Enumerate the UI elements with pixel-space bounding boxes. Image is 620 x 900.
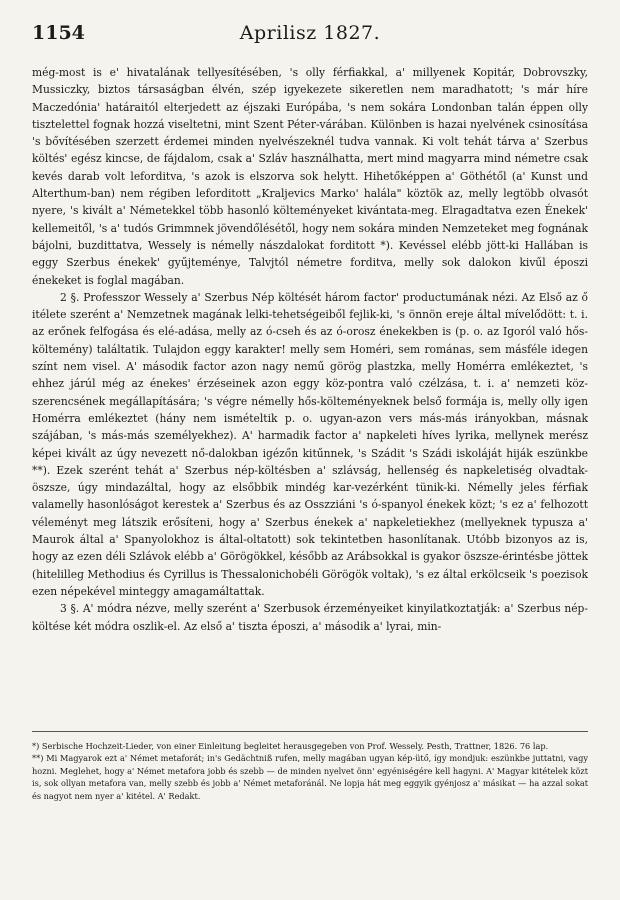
page-header — [32, 16, 588, 50]
footnote-1: *) Serbische Hochzeit-Lieder, von einer Einleitung begleitet herausgegeben von Prof. Wessely. Pesth, Trattner, 1826. 76 lap. — [32, 741, 549, 751]
paragraph-2: 2 §. Professzor Wessely a' Szerbus Nép költését három factor' productumának nézi. Az Első az ő itélete szerént a' Nemzetnek magának lelki-tehetségeiből fejlik-ki, 's önnön ereje által mívelődött: t. i. az erőnek felfogása és elé-adása, melly az ó-cseh és az ó-orosz énekekben is (p. o. az Igoról való hős-költemény) találtatik. Tulajdon eggy karakter! melly sem Homéri, sem románas, sem másféle idegen színt nem visel. A' második factor azon nagy nemű görög plastzka, melly Homérra emlékeztet, 's ehhez járúl még az énekes' érzéseinek azon eggy köz-pontra való czélzása, t. i. a' nemzeti köz-szerencsének megállapítására; 's végre némelly hős-költeményeknek belső formája is, melly olly igen Homérra emlékeztet (hány nem ismételtik p. o. ugyan-azon vers más-más irányokban, másnak szájában, 's más-más személyekhez). A' harmadik factor a' napkeleti híves lyrika, mellynek merész képei kivált az úgy nevezett nő-dalokban igézőn kitűnnek, 's Szádit 's Szádi iskoláját hiják eszünkbe **). Ezek szerént tehát a' Szerbus nép-költésben a' szlávság, hellenség és napkeletiség olvadtak-öszsze, úgy mindazáltal, hogy az elsőbbik mindég kar-vezérként tünik-ki. Némelly jeles férfiak valamelly hasonlóságot kerestek a' Szerbus és az Osszziáni 's ó-spanyol énekek közt; 's ez a' felhozott véleményt meg látszik erősíteni, hogy a' Szerbus énekek a' napkeletiekhez (mellyeknek typusza a' Maurok által a' Spanyolokhoz is által-oltatott) sok tekintetben hasonlítanak. Utóbb bizonyos az is, hogy az ezen déli Szlávok elébb a' Görögökkel, később az Arábsokkal is gyakor öszsze-érintésbe jöttek (hitelilleg Methodius és Cyrillus is Thessalonichobéli Görögök voltak), 's ez által erkölcseik 's poezisok ezen népekével minteggy amagamáltattak. — [32, 290, 588, 598]
footnote-2: **) Mi Magyarok ezt a' Német metaforát; in's Gedächtniß rufen, melly magában ugyan kép-ütő, így mondjuk: eszünkbe juttatni, vagy hozni. Meglehet, hogy a' Német metafora jobb és szebb — de minden nyelvet önn' egyéniségére kell hagyni. A' Magyar kitételek közt is, sok ollyan metafora van, melly szebb és jobb a' Német metaforánál. Ne lopja hát meg eggyik gyénjosz a' másikat — ha azzal sokat és nagyot nem nyer a' kitétel. A' Redakt. — [32, 753, 588, 801]
footnotes — [32, 740, 588, 802]
page-title: Aprilisz 1827. — [239, 22, 381, 44]
paragraph-1: még-most is e' hivatalának tellyesítésében, 's olly férfiakkal, a' millyenek Kopitár, Dobrovszky, Mussiczky, biztos társaságban élvén, szép igyekezete sikeretlen nem maradhatott; 's már híre Maczedónia' határaitól elterjedett az éjszaki Európába, 's nem sokára Londonban talán éppen olly tisztelettel fognak hozzá viseltetni, mint Szent Péter-várában. Különben is hazai nyelvének csinosítása 's bővítésében szerzett érdemei minden nyelvészeknél tudva vannak. Ki volt tehát tárva a' Szerbus költés' egész kincse, de fájdalom, csak a' Szláv használhatta, mert mind magyarra mind németre csak kevés darab volt leforditva, 's azok is elszorva sok helytt. Hihetőképpen a' Göthétől (a' Kunst und Alterthum-ban) nem régiben leforditott „Kraljevics Marko' halála" köztök az, melly legtöbb olvasót nyere, 's kivált a' Németekkel több hasonló költeményeket kivántata-meg. Elragadtatva ezen Énekek' kellemeitől, 's a' tudós Grimmnek jövendőlésétől, hogy nem sokára minden Nemzeteket meg fognának bájolni, buzdittatva, Wessely is némelly nászdalokat forditott *). Kevéssel elébb jött-ki Hallában is eggy Szerbus énekek' gyűjteménye, Talvjtól németre forditva, melly sok dalokon kivűl époszi énekeket is foglal magában. — [32, 66, 588, 287]
footnote-divider — [32, 731, 588, 732]
body-text — [32, 64, 588, 635]
page-number: 1154 — [32, 22, 85, 44]
paragraph-3: 3 §. A' módra nézve, melly szerént a' Szerbusok érzeményeiket kinyilatkoztatják: a' Szerbus nép-költése két módra oszlik-el. Az első a' tiszta époszi, a' második a' lyrai, min- — [32, 602, 588, 633]
